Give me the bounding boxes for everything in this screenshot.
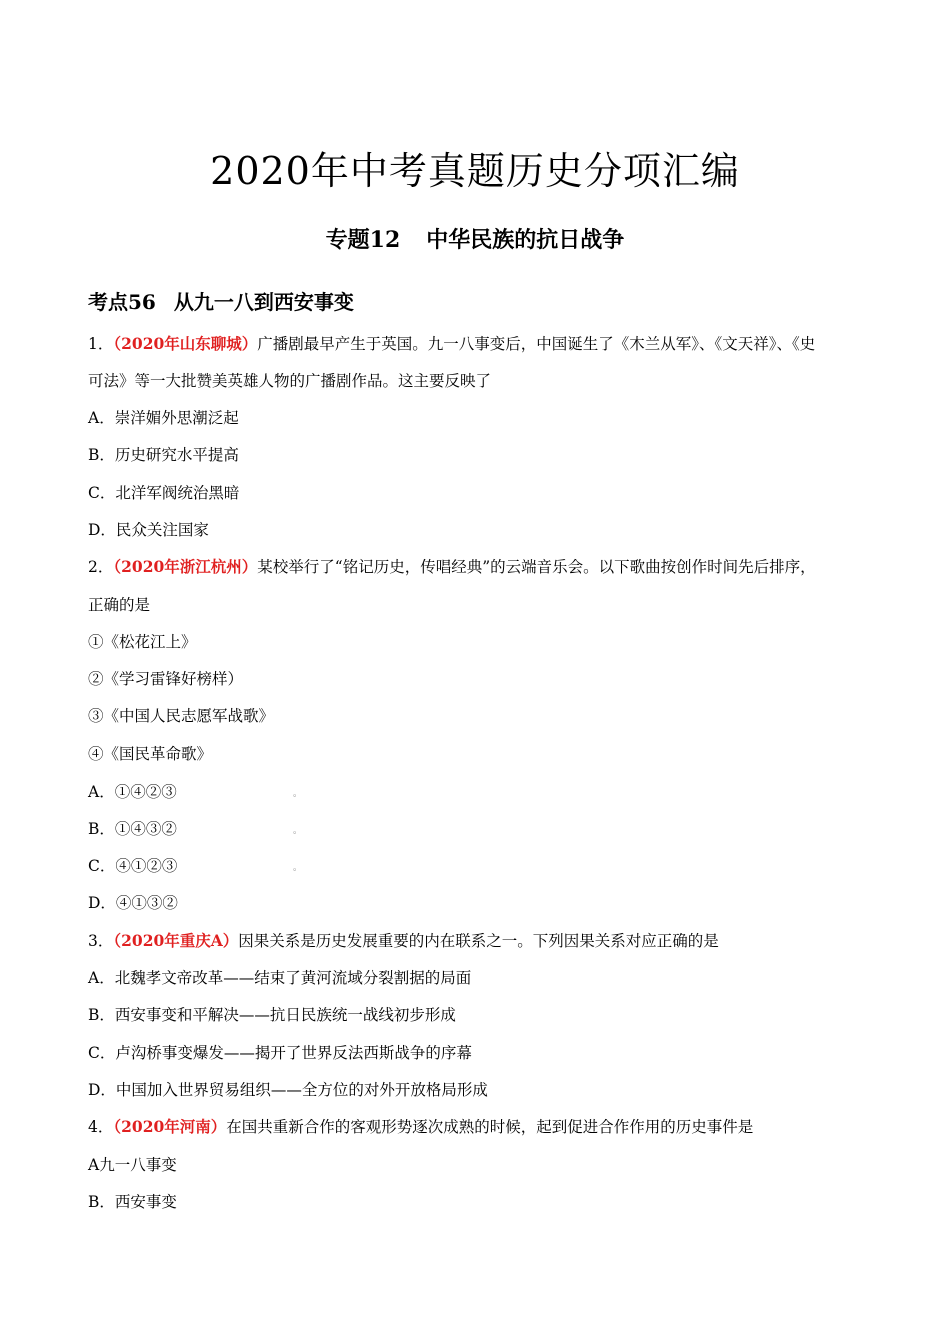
question-text: 广播剧最早产生于英国。九一八事变后，中国诞生了《木兰从军》、《文天祥》、《史 bbox=[257, 335, 816, 353]
topic-label: 专题12 bbox=[325, 227, 401, 253]
question-text: 因果关系是历史发展重要的内在联系之一。下列因果关系对应正确的是 bbox=[238, 932, 719, 950]
option-c: C．④①②③ bbox=[88, 857, 178, 875]
question-1-stem-cont: 可法》等一大批赞美英雄人物的广播剧作品。这主要反映了 bbox=[88, 372, 492, 390]
option-b: B．西安事变和平解决——抗日民族统一战线初步形成 bbox=[88, 1006, 456, 1024]
option-b: B．①④③② bbox=[88, 820, 177, 838]
placeholder-mark: 。 bbox=[293, 826, 303, 836]
question-2-stem-cont: 正确的是 bbox=[88, 596, 151, 614]
option-c: C．北洋军阀统治黑暗 bbox=[88, 484, 240, 502]
question-3-stem bbox=[88, 931, 719, 951]
song-item-3: ③《中国人民志愿军战歌》 bbox=[88, 707, 275, 725]
question-source: （2020年山东聊城） bbox=[113, 334, 258, 353]
section-heading bbox=[88, 286, 354, 315]
question-source: （2020年河南） bbox=[113, 1117, 227, 1136]
question-2-stem bbox=[88, 557, 816, 577]
section-text: 从九一八到西安事变 bbox=[173, 290, 354, 314]
page-title: 2020年中考真题历史分项汇编 bbox=[210, 149, 740, 193]
song-item-4: ④《国民革命歌》 bbox=[88, 745, 213, 763]
section-label: 考点56 bbox=[88, 290, 156, 314]
placeholder-mark: 。 bbox=[293, 863, 303, 873]
question-4-stem bbox=[88, 1117, 753, 1137]
question-text: 在国共重新合作的客观形势逐次成熟的时候，起到促进合作作用的历史事件是 bbox=[226, 1118, 754, 1136]
option-c: C．卢沟桥事变爆发——揭开了世界反法西斯战争的序幕 bbox=[88, 1044, 472, 1062]
option-a: A．崇洋媚外思潮泛起 bbox=[88, 409, 239, 427]
question-source: （2020年重庆A） bbox=[113, 931, 239, 950]
song-item-1: ①《松花江上》 bbox=[88, 633, 197, 651]
question-number: 4． bbox=[88, 1118, 114, 1136]
option-d: D．民众关注国家 bbox=[88, 521, 209, 539]
option-b: B．西安事变 bbox=[88, 1193, 177, 1211]
question-source: （2020年浙江杭州） bbox=[113, 557, 258, 576]
topic-text: 中华民族的抗日战争 bbox=[426, 227, 625, 253]
question-number: 2． bbox=[88, 558, 114, 576]
option-b: B．历史研究水平提高 bbox=[88, 446, 239, 464]
option-a: A．北魏孝文帝改革——结束了黄河流域分裂割据的局面 bbox=[88, 969, 472, 987]
option-d: D．中国加入世界贸易组织——全方位的对外开放格局形成 bbox=[88, 1081, 488, 1099]
option-d: D．④①③② bbox=[88, 894, 178, 912]
question-number: 3． bbox=[88, 932, 114, 950]
question-number: 1． bbox=[88, 335, 114, 353]
song-item-2: ②《学习雷锋好榜样） bbox=[88, 670, 244, 688]
option-a: A九一八事变 bbox=[88, 1156, 177, 1174]
topic-subtitle bbox=[0, 223, 950, 254]
option-a: A．①④②③ bbox=[88, 783, 177, 801]
placeholder-mark: 。 bbox=[293, 789, 303, 799]
question-text: 某校举行了“铭记历史，传唱经典”的云端音乐会。以下歌曲按创作时间先后排序， bbox=[257, 558, 816, 576]
question-1-stem bbox=[88, 334, 815, 354]
